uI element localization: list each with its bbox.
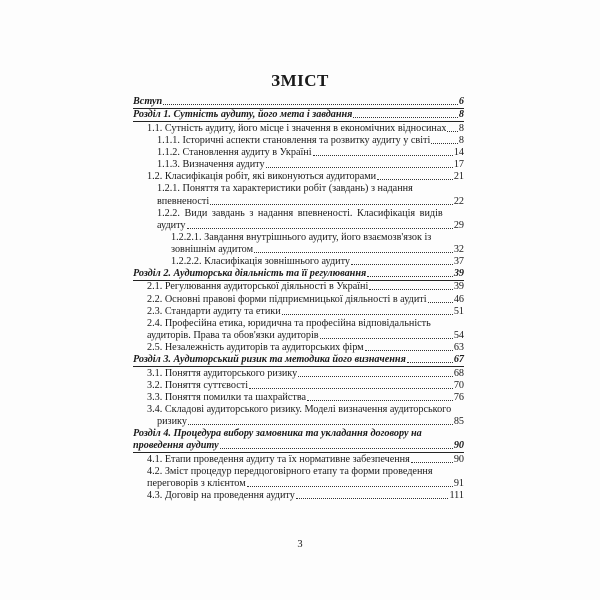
toc-entry-2-3[interactable] [133, 306, 464, 318]
toc-entry-title: Розділ 3. Аудиторський ризик та методика його визначення [133, 354, 406, 366]
toc-entry-title: 3.2. Поняття суттєвості [147, 379, 249, 391]
toc-entry-3-4[interactable] [133, 404, 464, 428]
toc-entry-title: 1.1. Сутність аудиту, його місце і значення в економічних відносинах [147, 122, 447, 134]
toc-entry-2-1[interactable] [133, 281, 464, 293]
leader-dots [163, 103, 458, 105]
leader-dots [353, 116, 457, 118]
toc-entry-page: 90 [453, 453, 464, 465]
toc-entry-1-2-1[interactable] [133, 183, 464, 207]
leader-dots [431, 142, 458, 144]
toc-entry-1-2-2-1[interactable] [133, 232, 464, 256]
toc-entry-page: 111 [449, 489, 464, 501]
leader-dots [365, 349, 453, 351]
toc-entry-title: 1.1.3. Визначення аудиту [157, 159, 265, 171]
toc-entry-1-1-2[interactable] [133, 147, 464, 159]
toc-entry-title: 2.2. Основні правові форми підприємницької діяльності в аудиті [147, 293, 427, 305]
toc-entry-page: 39 [453, 281, 464, 293]
table-of-contents [133, 96, 464, 502]
toc-entry-title: 3.1. Поняття аудиторського ризику [147, 367, 298, 379]
leader-dots [188, 423, 453, 425]
toc-entry-page: 8 [458, 134, 464, 146]
leader-dots [447, 130, 457, 132]
toc-entry-page: 67 [453, 354, 464, 366]
leader-dots [320, 337, 453, 339]
toc-entry-title-cont: зовнішнім аудитом [171, 243, 254, 255]
toc-entry-title: 2.3. Стандарти аудиту та етики [147, 305, 281, 317]
toc-entry-page: 54 [453, 330, 464, 341]
toc-entry-title: 1.2.2. Види завдань з надання впевненості. Класифікація видів [157, 207, 443, 219]
leader-dots [369, 288, 452, 290]
leader-dots [266, 166, 453, 168]
toc-entry-1-1-3[interactable] [133, 159, 464, 171]
toc-entry-2-4[interactable] [133, 318, 464, 342]
toc-entry-page: 90 [453, 440, 464, 452]
toc-entry-3-2[interactable] [133, 380, 464, 392]
toc-entry-1-2-2[interactable] [133, 208, 464, 232]
toc-entry-page: 68 [453, 367, 464, 379]
toc-entry-page: 70 [453, 379, 464, 391]
toc-entry-3-1[interactable] [133, 367, 464, 379]
leader-dots [351, 263, 453, 265]
toc-entry-section-1[interactable] [133, 109, 464, 122]
toc-entry-page: 85 [453, 416, 464, 428]
toc-entry-page: 8 [458, 122, 464, 134]
toc-entry-title-cont: впевненості [157, 195, 210, 207]
leader-dots [220, 447, 453, 449]
toc-entry-1-2-2-2[interactable] [133, 256, 464, 268]
toc-entry-section-4[interactable] [133, 428, 464, 453]
toc-entry-page: 6 [458, 96, 464, 108]
toc-entry-4-3[interactable] [133, 490, 464, 502]
toc-entry-page: 76 [453, 391, 464, 403]
toc-entry-1-2[interactable] [133, 171, 464, 183]
toc-entry-title-cont: ризику [157, 416, 187, 428]
leader-dots [313, 154, 453, 156]
toc-entry-page: 8 [458, 109, 464, 121]
toc-entry-title-cont: проведення аудиту [133, 440, 219, 452]
toc-entry-4-2[interactable] [133, 466, 464, 490]
toc-entry-title-cont: аудиту [157, 219, 186, 231]
toc-entry-title: Вступ [133, 96, 163, 108]
leader-dots [407, 361, 453, 363]
toc-entry-title: Розділ 4. Процедура вибору замовника та укладання договору на [133, 428, 422, 440]
toc-entry-title: 1.2.2.2. Класифікація зовнішнього аудиту [171, 256, 351, 268]
leader-dots [247, 485, 453, 487]
toc-entry-title: 2.5. Незалежність аудиторів та аудиторських фірм [147, 342, 364, 354]
toc-entry-title: 2.1. Регулювання аудиторської діяльності в Україні [147, 281, 369, 293]
toc-entry-title: 1.1.1. Історичні аспекти становлення та розвитку аудиту у світі [157, 134, 431, 146]
leader-dots [298, 375, 453, 377]
toc-entry-title: 1.2.1. Поняття та характеристики робіт (завдань) з надання [157, 183, 413, 195]
toc-entry-title: 3.4. Складові аудиторського ризику. Моделі визначення аудиторського [147, 403, 452, 415]
leader-dots [187, 227, 453, 229]
toc-entry-page: 29 [453, 219, 464, 231]
toc-entry-title: 4.3. Договір на проведення аудиту [147, 489, 295, 501]
toc-entry-page: 39 [453, 268, 464, 280]
toc-entry-intro[interactable] [133, 96, 464, 109]
toc-entry-2-2[interactable] [133, 293, 464, 305]
leader-dots [296, 497, 449, 499]
toc-entry-title: 4.2. Зміст процедур передцоговірного етапу та форми проведення [147, 465, 433, 477]
toc-entry-1-1[interactable] [133, 122, 464, 134]
toc-entry-title: 1.2.2.1. Завдання внутрішнього аудиту, його взаємозв'язок із [171, 231, 432, 243]
leader-dots [411, 461, 453, 463]
toc-entry-section-2[interactable] [133, 268, 464, 281]
toc-entry-section-3[interactable] [133, 354, 464, 367]
leader-dots [307, 399, 453, 401]
page-title: ЗМІСТ [271, 71, 329, 90]
toc-entry-page: 17 [453, 159, 464, 171]
toc-entry-page: 46 [453, 293, 464, 305]
toc-entry-title: 1.2. Класифікація робіт, які виконуються аудиторами [147, 171, 377, 183]
leader-dots [249, 387, 453, 389]
toc-entry-4-1[interactable] [133, 453, 464, 465]
toc-entry-page: 63 [453, 342, 464, 354]
toc-entry-2-5[interactable] [133, 342, 464, 354]
toc-entry-page: 37 [453, 256, 464, 268]
toc-entry-title: 4.1. Етапи проведення аудиту та їх нормативне забезпечення [147, 453, 410, 465]
toc-entry-page: 51 [453, 305, 464, 317]
toc-entry-page: 32 [453, 243, 464, 255]
toc-entry-title: 1.1.2. Становлення аудиту в Україні [157, 146, 312, 158]
toc-entry-title-cont: переговорів з клієнтом [147, 477, 246, 489]
toc-entry-title: Розділ 2. Аудиторська діяльність та її регулювання [133, 268, 367, 280]
leader-dots [210, 203, 453, 205]
toc-entry-title-cont: аудиторів. Права та обов'язки аудиторів [147, 330, 319, 341]
leader-dots [377, 178, 453, 180]
leader-dots [282, 313, 453, 315]
toc-entry-title: 2.4. Професійна етика, юридична та професійна відповідальність [147, 317, 431, 329]
leader-dots [428, 301, 453, 303]
toc-entry-page: 14 [453, 146, 464, 158]
toc-entry-1-1-1[interactable] [133, 135, 464, 147]
toc-entry-title: Розділ 1. Сутність аудиту, його мета і завдання [133, 109, 353, 121]
toc-entry-page: 21 [453, 171, 464, 183]
leader-dots [254, 251, 453, 253]
page-number: 3 [297, 539, 303, 550]
toc-entry-3-3[interactable] [133, 392, 464, 404]
toc-entry-page: 91 [453, 477, 464, 489]
toc-entry-title: 3.3. Поняття помилки та шахрайства [147, 391, 307, 403]
toc-entry-page: 22 [453, 195, 464, 207]
leader-dots [367, 275, 453, 277]
